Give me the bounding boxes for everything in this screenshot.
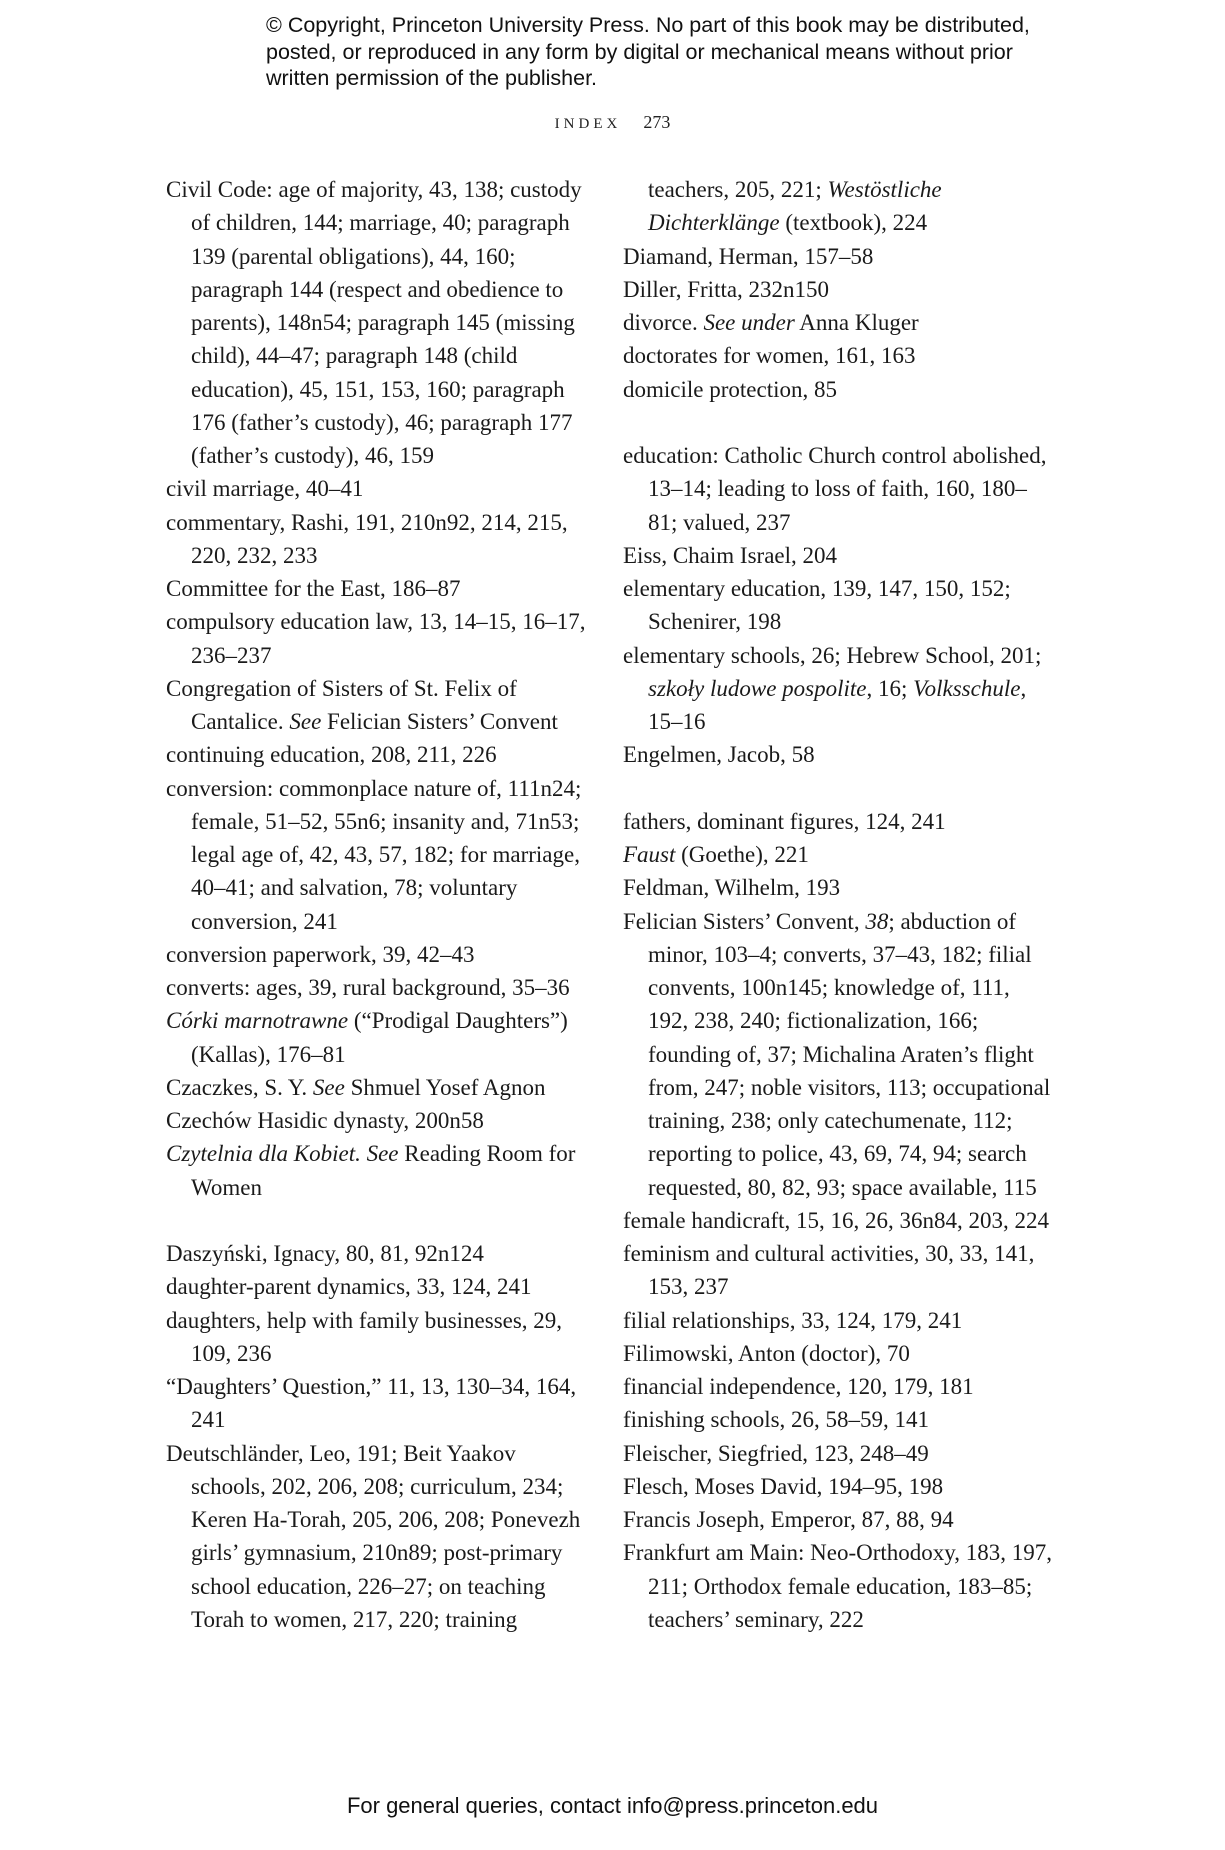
entry-text: elementary schools, 26; Hebrew School, 201;	[623, 642, 1042, 668]
entry-text: teachers, 205, 221;	[648, 177, 828, 202]
index-entry	[166, 1137, 596, 1204]
index-entry: Francis Joseph, Emperor, 87, 88, 94	[623, 1507, 954, 1532]
entry-text: Reading Room for Women	[191, 1141, 576, 1200]
index-entry: Feldman, Wilhelm, 193	[623, 875, 841, 901]
index-entry: compulsory education law, 13, 14–15, 16–17, 236–237	[166, 609, 586, 668]
index-entry: Diamand, Herman, 157–58	[623, 243, 874, 269]
index-entry: Committee for the East, 186–87	[166, 576, 461, 601]
italic-text: Volksschule	[913, 675, 1021, 701]
entry-text: divorce.	[623, 310, 704, 335]
index-entry: Fleischer, Siegfried, 123, 248–49	[623, 1440, 929, 1466]
index-entry	[166, 1004, 596, 1071]
entry-text: , 16;	[866, 675, 914, 701]
entry-text: (“Prodigal Daughters”) (Kallas), 176–81	[191, 1008, 568, 1067]
italic-text: Córki marnotrawne	[166, 1008, 349, 1034]
index-entry: Deutschländer, Leo, 191; Beit Yaakov schools, 202, 206, 208; curriculum, 234; Keren Ha-Torah, 205, 206, 208; Ponevezh girls’ gymnasium, 210n89; post-primary school education, 226–27; on teaching Torah to women, 217, 220; training	[166, 1440, 581, 1632]
italic-text: See	[312, 1074, 345, 1100]
letter-group-gap	[166, 1204, 596, 1237]
index-entry	[623, 838, 1053, 871]
index-entry: converts: ages, 39, rural background, 35–36	[166, 975, 570, 1000]
italic-text: Westöstliche Dichterklänge	[648, 177, 942, 236]
italic-text: See	[289, 709, 322, 734]
italic-text: See under	[703, 310, 795, 335]
index-entry: domicile protection, 85	[623, 376, 837, 402]
index-entry: continuing education, 208, 211, 226	[166, 742, 497, 768]
index-entry: Czechów Hasidic dynasty, 200n58	[166, 1108, 484, 1133]
index-entry: Eiss, Chaim Israel, 204	[623, 542, 837, 568]
index-entry: Engelmen, Jacob, 58	[623, 742, 815, 768]
index-entry: filial relationships, 33, 124, 179, 241	[623, 1307, 963, 1333]
index-entry: conversion: commonplace nature of, 111n24; female, 51–52, 55n6; insanity and, 71n53; legal age of, 42, 43, 57, 182; for marriage, 40–41; and salvation, 78; voluntary conversion, 241	[166, 775, 582, 934]
index-entry: Diller, Fritta, 232n150	[623, 276, 830, 302]
index-column-right	[623, 173, 1053, 1636]
index-entry: fathers, dominant figures, 124, 241	[623, 808, 946, 834]
entry-text: (Goethe), 221	[675, 842, 809, 867]
italic-text: szkoły ludowe pospolite	[648, 675, 867, 701]
index-entry: Flesch, Moses David, 194–95, 198	[623, 1473, 944, 1499]
index-entry: daughters, help with family businesses, 29, 109, 236	[166, 1307, 563, 1366]
copyright-notice: © Copyright, Princeton University Press. No part of this book may be distributed, posted, or reproduced in any form by digital or mechanical means without prior written permission of the publisher.	[266, 13, 1030, 90]
index-entry: “Daughters’ Question,” 11, 13, 130–34, 164, 241	[166, 1374, 577, 1433]
italic-text: 38	[865, 908, 889, 934]
index-entry-continued	[623, 173, 1053, 240]
entry-text: Felician Sisters’ Convent	[321, 709, 558, 734]
index-entry: feminism and cultural activities, 30, 33, 141, 153, 237	[623, 1241, 1035, 1300]
index-entry	[623, 905, 1053, 1204]
index-entry: Frankfurt am Main: Neo-Orthodoxy, 183, 197, 211; Orthodox female education, 183–85; teachers’ seminary, 222	[623, 1540, 1053, 1632]
index-column-left	[166, 173, 596, 1636]
entry-text: Shmuel Yosef Agnon	[344, 1074, 546, 1100]
index-entry: doctorates for women, 161, 163	[623, 343, 916, 369]
entry-text: Czaczkes, S. Y.	[166, 1074, 313, 1100]
italic-text: Faust	[623, 842, 676, 867]
index-entry: female handicraft, 15, 16, 26, 36n84, 203, 224	[623, 1207, 1050, 1233]
entry-text: Anna Kluger	[794, 310, 919, 335]
index-entry: Filimowski, Anton (doctor), 70	[623, 1340, 910, 1366]
letter-group-gap	[623, 772, 1053, 805]
entry-text: ; abduction of minor, 103–4; converts, 37–43, 182; filial convents, 100n145; knowledge of, 111, 192, 238, 240; fictionalization, 166; founding of, 37; Michalina Araten’s flight from, 247; noble visitors, 113; occupational training, 238; only catechumenate, 112; reporting to police, 43, 69, 74, 94; search requested, 80, 82, 93; space available, 115	[648, 908, 1051, 1200]
entry-text: Felician Sisters’ Convent,	[623, 908, 866, 934]
entry-text: , 15–16	[648, 675, 1027, 734]
index-entry	[623, 639, 1053, 739]
index-entry: Civil Code: age of majority, 43, 138; custody of children, 144; marriage, 40; paragraph 139 (parental obligations), 44, 160; paragraph 144 (respect and obedience to parents), 148n54; paragraph 145 (missing child), 44–47; paragraph 148 (child education), 45, 151, 153, 160; paragraph 176 (father’s custody), 46; paragraph 177 (father’s custody), 46, 159	[166, 177, 582, 468]
index-entry: daughter-parent dynamics, 33, 124, 241	[166, 1274, 532, 1300]
index-entry: financial independence, 120, 179, 181	[623, 1374, 974, 1399]
entry-text: (textbook), 224	[779, 210, 928, 236]
index-entry	[166, 1071, 596, 1104]
index-entry: civil marriage, 40–41	[166, 476, 364, 502]
index-entry	[166, 672, 596, 739]
italic-text: Czytelnia dla Kobiet. See	[166, 1141, 399, 1167]
entry-text: Congregation of Sisters of St. Felix of Cantalice.	[166, 675, 517, 734]
index-entry	[623, 306, 1053, 339]
running-head	[0, 112, 1225, 133]
index-entry: education: Catholic Church control abolished, 13–14; leading to loss of faith, 160, 180–81; valued, 237	[623, 443, 1047, 535]
letter-group-gap	[623, 406, 1053, 439]
index-entry: finishing schools, 26, 58–59, 141	[623, 1407, 930, 1433]
page-number: 273	[643, 112, 671, 132]
index-entry: Daszyński, Ignacy, 80, 81, 92n124	[166, 1241, 484, 1266]
index-entry: conversion paperwork, 39, 42–43	[166, 941, 475, 967]
index-entry: elementary education, 139, 147, 150, 152; Schenirer, 198	[623, 576, 1011, 635]
index-entry: commentary, Rashi, 191, 210n92, 214, 215, 220, 232, 233	[166, 509, 568, 568]
footer-contact: For general queries, contact info@press.princeton.edu	[346, 1793, 879, 1818]
section-label: INDEX	[554, 116, 622, 132]
